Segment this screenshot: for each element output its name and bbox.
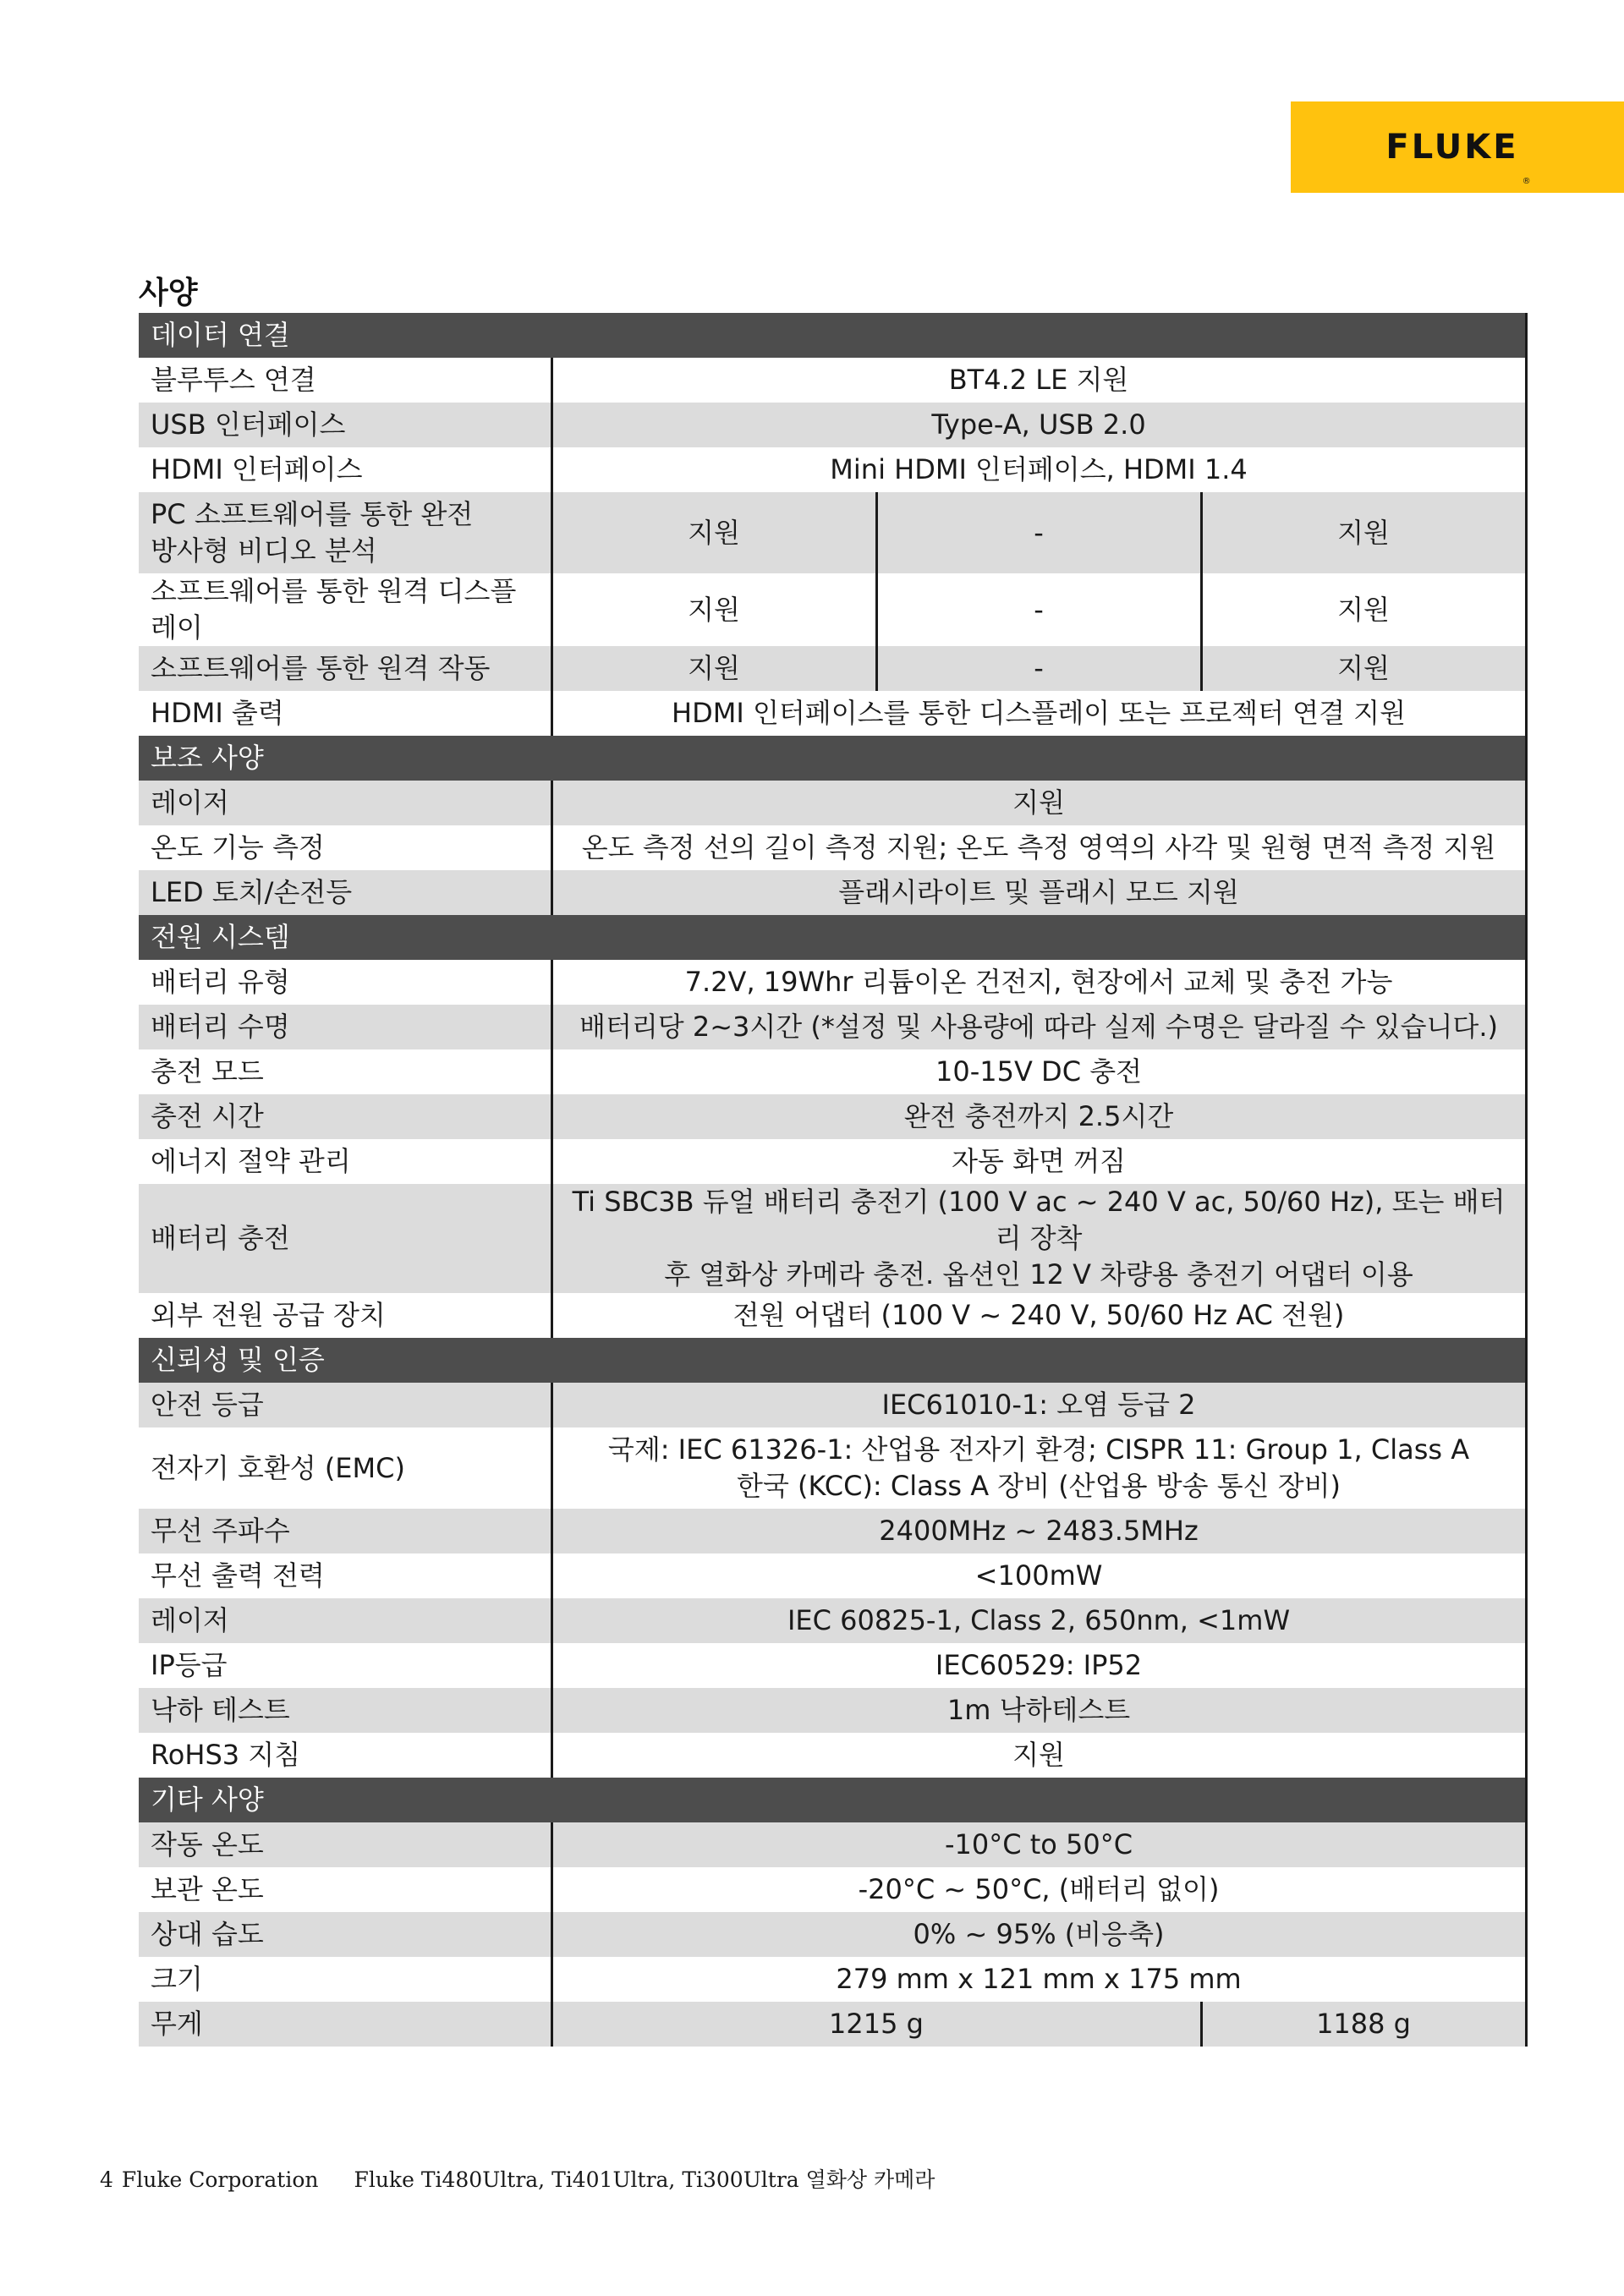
spec-row <box>139 1957 1526 2002</box>
spec-label: 무선 출력 전력 <box>139 1553 551 1598</box>
spec-label: 충전 모드 <box>139 1049 551 1094</box>
spec-label: HDMI 출력 <box>139 691 551 736</box>
spec-label: 온도 기능 측정 <box>139 825 551 870</box>
page-footer <box>100 2163 935 2194</box>
spec-row <box>139 492 1526 573</box>
spec-row <box>139 1553 1526 1598</box>
spec-value: 2400MHz ~ 2483.5MHz <box>551 1509 1526 1553</box>
spec-value: Mini HDMI 인터페이스, HDMI 1.4 <box>551 447 1526 492</box>
spec-row <box>139 870 1526 915</box>
spec-row <box>139 358 1526 403</box>
page-number: 4 <box>100 2167 113 2192</box>
spec-value: 10-15V DC 충전 <box>551 1049 1526 1094</box>
section-header-row <box>139 313 1526 358</box>
spec-label: 배터리 유형 <box>139 960 551 1005</box>
spec-label: USB 인터페이스 <box>139 403 551 447</box>
section-header: 기타 사양 <box>139 1778 1526 1822</box>
section-header: 전원 시스템 <box>139 915 1526 960</box>
spec-value: 지원 <box>1201 646 1526 691</box>
spec-row <box>139 1509 1526 1553</box>
spec-label: 충전 시간 <box>139 1094 551 1139</box>
spec-value: - <box>876 573 1201 646</box>
spec-row <box>139 403 1526 447</box>
spec-value: - <box>876 492 1201 573</box>
spec-value: 지원 <box>551 1733 1526 1778</box>
spec-value: -20°C ~ 50°C, (배터리 없이) <box>551 1867 1526 1912</box>
spec-label: PC 소프트웨어를 통한 완전 방사형 비디오 분석 <box>139 492 551 573</box>
spec-label: 레이저 <box>139 781 551 825</box>
logo-text: FLUKE <box>1385 128 1519 167</box>
section-header-row <box>139 1778 1526 1822</box>
spec-value: 지원 <box>551 492 876 573</box>
section-header: 신뢰성 및 인증 <box>139 1338 1526 1383</box>
spec-value: IEC61010-1: 오염 등급 2 <box>551 1383 1526 1427</box>
spec-label: 에너지 절약 관리 <box>139 1139 551 1184</box>
spec-row <box>139 1867 1526 1912</box>
spec-label: RoHS3 지침 <box>139 1733 551 1778</box>
fluke-logo <box>1291 101 1624 193</box>
section-header-row <box>139 915 1526 960</box>
spec-row <box>139 447 1526 492</box>
spec-label: IP등급 <box>139 1643 551 1688</box>
spec-value: - <box>876 646 1201 691</box>
spec-row <box>139 1688 1526 1733</box>
spec-row <box>139 781 1526 825</box>
spec-label: 무게 <box>139 2002 551 2047</box>
spec-row <box>139 1184 1526 1293</box>
spec-label: 소프트웨어를 통한 원격 작동 <box>139 646 551 691</box>
spec-table <box>139 313 1528 2047</box>
spec-label: 낙하 테스트 <box>139 1688 551 1733</box>
spec-value: BT4.2 LE 지원 <box>551 358 1526 403</box>
spec-label: 레이저 <box>139 1598 551 1643</box>
section-header-row <box>139 1338 1526 1383</box>
spec-label: LED 토치/손전등 <box>139 870 551 915</box>
spec-row <box>139 1293 1526 1338</box>
spec-row <box>139 1643 1526 1688</box>
section-header: 데이터 연결 <box>139 313 1526 358</box>
section-header-row <box>139 736 1526 781</box>
spec-row <box>139 1383 1526 1427</box>
spec-value: 지원 <box>1201 573 1526 646</box>
spec-value: 279 mm x 121 mm x 175 mm <box>551 1957 1526 2002</box>
spec-label: 배터리 충전 <box>139 1184 551 1293</box>
spec-value: 배터리당 2~3시간 (*설정 및 사용량에 따라 실제 수명은 달라질 수 있습니다.) <box>551 1005 1526 1049</box>
spec-row <box>139 1733 1526 1778</box>
spec-value: 자동 화면 꺼짐 <box>551 1139 1526 1184</box>
spec-value: 플래시라이트 및 플래시 모드 지원 <box>551 870 1526 915</box>
spec-row <box>139 1049 1526 1094</box>
spec-row <box>139 2002 1526 2047</box>
spec-row <box>139 1005 1526 1049</box>
spec-value: IEC60529: IP52 <box>551 1643 1526 1688</box>
spec-label: 배터리 수명 <box>139 1005 551 1049</box>
spec-row <box>139 646 1526 691</box>
spec-row <box>139 1822 1526 1867</box>
spec-value: 1188 g <box>1201 2002 1526 2047</box>
spec-value: 1m 낙하테스트 <box>551 1688 1526 1733</box>
spec-row <box>139 1094 1526 1139</box>
spec-label: 작동 온도 <box>139 1822 551 1867</box>
footer-company: Fluke Corporation <box>121 2167 319 2192</box>
section-header: 보조 사양 <box>139 736 1526 781</box>
spec-value: 지원 <box>551 646 876 691</box>
spec-value: 지원 <box>551 573 876 646</box>
spec-value: 지원 <box>1201 492 1526 573</box>
spec-value: 완전 충전까지 2.5시간 <box>551 1094 1526 1139</box>
spec-row <box>139 1912 1526 1957</box>
spec-value: -10°C to 50°C <box>551 1822 1526 1867</box>
spec-label: 외부 전원 공급 장치 <box>139 1293 551 1338</box>
footer-product: Fluke Ti480Ultra, Ti401Ultra, Ti300Ultra 열화상 카메라 <box>354 2167 935 2192</box>
spec-label: 소프트웨어를 통한 원격 디스플레이 <box>139 573 551 646</box>
spec-value: 온도 측정 선의 길이 측정 지원; 온도 측정 영역의 사각 및 원형 면적 측정 지원 <box>551 825 1526 870</box>
spec-row <box>139 825 1526 870</box>
spec-value: Type-A, USB 2.0 <box>551 403 1526 447</box>
spec-value: <100mW <box>551 1553 1526 1598</box>
spec-value: 0% ~ 95% (비응축) <box>551 1912 1526 1957</box>
spec-label: 블루투스 연결 <box>139 358 551 403</box>
spec-value: 전원 어댑터 (100 V ~ 240 V, 50/60 Hz AC 전원) <box>551 1293 1526 1338</box>
page-title: 사양 <box>139 276 198 310</box>
spec-label: 보관 온도 <box>139 1867 551 1912</box>
spec-value: 7.2V, 19Whr 리튬이온 건전지, 현장에서 교체 및 충전 가능 <box>551 960 1526 1005</box>
spec-label: 상대 습도 <box>139 1912 551 1957</box>
spec-value: Ti SBC3B 듀얼 배터리 충전기 (100 V ac ~ 240 V ac, 50/60 Hz), 또는 배터리 장착 후 열화상 카메라 충전. 옵션인 12 V 차량용 충전기 어댑터 이용 <box>551 1184 1526 1293</box>
spec-label: 크기 <box>139 1957 551 2002</box>
spec-label: 무선 주파수 <box>139 1509 551 1553</box>
spec-row <box>139 1139 1526 1184</box>
spec-row <box>139 1598 1526 1643</box>
spec-row <box>139 1427 1526 1509</box>
spec-row <box>139 691 1526 736</box>
spec-label: HDMI 인터페이스 <box>139 447 551 492</box>
spec-label: 안전 등급 <box>139 1383 551 1427</box>
spec-value: 지원 <box>551 781 1526 825</box>
spec-value: IEC 60825-1, Class 2, 650nm, <1mW <box>551 1598 1526 1643</box>
spec-value: 국제: IEC 61326-1: 산업용 전자기 환경; CISPR 11: Group 1, Class A 한국 (KCC): Class A 장비 (산업용 방송 통신 장비) <box>551 1427 1526 1509</box>
spec-label: 전자기 호환성 (EMC) <box>139 1427 551 1509</box>
spec-value: HDMI 인터페이스를 통한 디스플레이 또는 프로젝터 연결 지원 <box>551 691 1526 736</box>
spec-row <box>139 960 1526 1005</box>
logo-registered-mark: ® <box>1522 177 1531 186</box>
spec-value: 1215 g <box>551 2002 1201 2047</box>
spec-row <box>139 573 1526 646</box>
